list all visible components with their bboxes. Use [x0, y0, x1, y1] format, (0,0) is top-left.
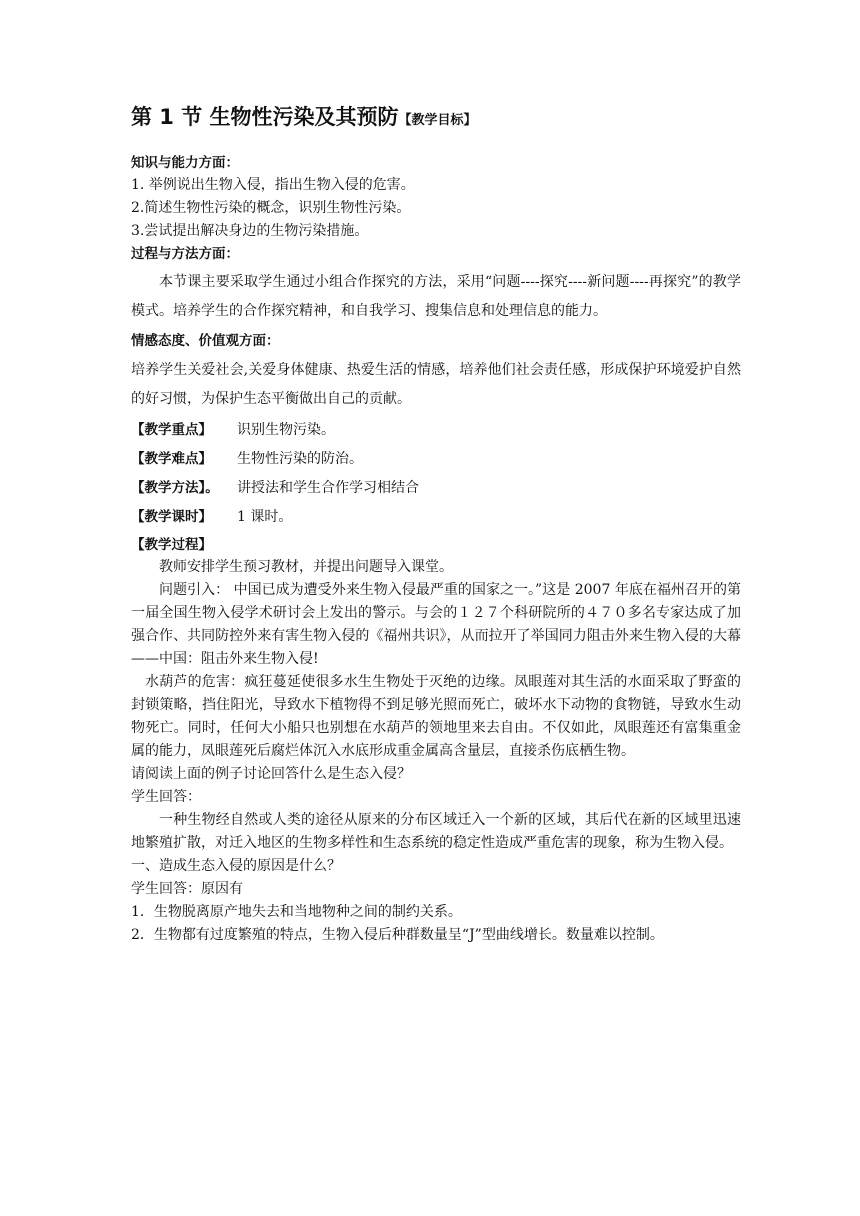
knowledge-heading: 知识与能力方面： [131, 155, 239, 171]
meta-key: 【教学难点】 [131, 451, 212, 467]
meta-key: 【教学方法】。 [131, 480, 219, 496]
reason-item-2: 2．生物都有过度繁殖的特点，生物入侵后种群数量呈“J”型曲线增长。数量难以控制。 [131, 927, 664, 943]
problem-intro-paragraph: 问题引入： 中国已成为遭受外来生物入侵最严重的国家之一。”这是 2007 年底在福州召开的第一届全国生物入侵学术研讨会上发出的警示。与会的１２７个科研院所的４７０多名专家达成了加强合作、共同防控外来有害生物入侵的《福州共识》，从而拉开了举国同力阻击外来生物入侵的大幕——中国：阻击外来生物入侵! [131, 582, 741, 667]
process-heading: 过程与方法方面： [131, 246, 239, 262]
meta-row-key-point [131, 416, 741, 445]
water-hyacinth-paragraph: 水葫芦的危害：疯狂蔓延使很多水生生物处于灭绝的边缘。凤眼莲对其生活的水面采取了野蛮的封锁策略，挡住阳光，导致水下植物得不到足够光照而死亡，破坏水下动物的食物链，导致水生动物死亡。同时，任何大小船只也别想在水葫芦的领地里来去自由。不仅如此，凤眼莲还有富集重金属的能力，凤眼莲死后腐烂体沉入水底形成重金属高含量层，直接杀伤底栖生物。 [131, 674, 741, 759]
document-body [131, 102, 741, 947]
answer-1-paragraph: 一种生物经自然或人类的途径从原来的分布区域迁入一个新的区域，其后代在新的区域里迅速地繁殖扩散，对迁入地区的生物多样性和生态系统的稳定性造成严重危害的现象，称为生物入侵。 [131, 812, 741, 851]
teaching-process-intro: 教师安排学生预习教材，并提出问题导入课堂。 [159, 559, 453, 575]
meta-value: 1 课时。 [237, 509, 293, 525]
process-paragraph: 本节课主要采取学生通过小组合作探究的方法，采用“问题----探究----新问题----再探究”的教学模式。培养学生的合作探究精神，和自我学习、搜集信息和处理信息的能力。 [131, 274, 741, 319]
meta-value: 生物性污染的防治。 [237, 451, 363, 467]
teaching-process-heading: 【教学过程】 [131, 537, 212, 553]
meta-value: 识别生物污染。 [237, 422, 335, 438]
emotion-paragraph: 培养学生关爱社会,关爱身体健康、热爱生活的情感，培养他们社会责任感，形成保护环境爱护自然的好习惯，为保护生态平衡做出自己的贡献。 [131, 362, 741, 407]
question-1: 请阅读上面的例子讨论回答什么是生态入侵？ [131, 766, 411, 782]
emotion-heading: 情感态度、价值观方面： [131, 333, 280, 349]
meta-row-difficulty [131, 445, 741, 474]
knowledge-item-1: 1. 举例说出生物入侵，指出生物入侵的危害。 [131, 177, 415, 193]
meta-row-hours [131, 503, 741, 532]
meta-row-method [131, 474, 741, 503]
title-main: 第 1 节 生物性污染及其预防 [131, 105, 399, 129]
meta-key: 【教学重点】 [131, 422, 212, 438]
meta-key: 【教学课时】 [131, 509, 212, 525]
question-2: 一、造成生态入侵的原因是什么？ [131, 858, 341, 874]
title-tag: 【教学目标】 [398, 113, 477, 128]
knowledge-item-2: 2.简述生物性污染的概念，识别生物性污染。 [131, 200, 411, 216]
reason-item-1: 1．生物脱离原产地失去和当地物种之间的制约关系。 [131, 904, 462, 920]
page-title [131, 102, 741, 136]
answer-1-label: 学生回答： [131, 789, 201, 805]
answer-2-label: 学生回答：原因有 [131, 881, 243, 897]
knowledge-item-3: 3.尝试提出解决身边的生物污染措施。 [131, 223, 369, 239]
meta-value: 讲授法和学生合作学习相结合 [237, 480, 419, 496]
